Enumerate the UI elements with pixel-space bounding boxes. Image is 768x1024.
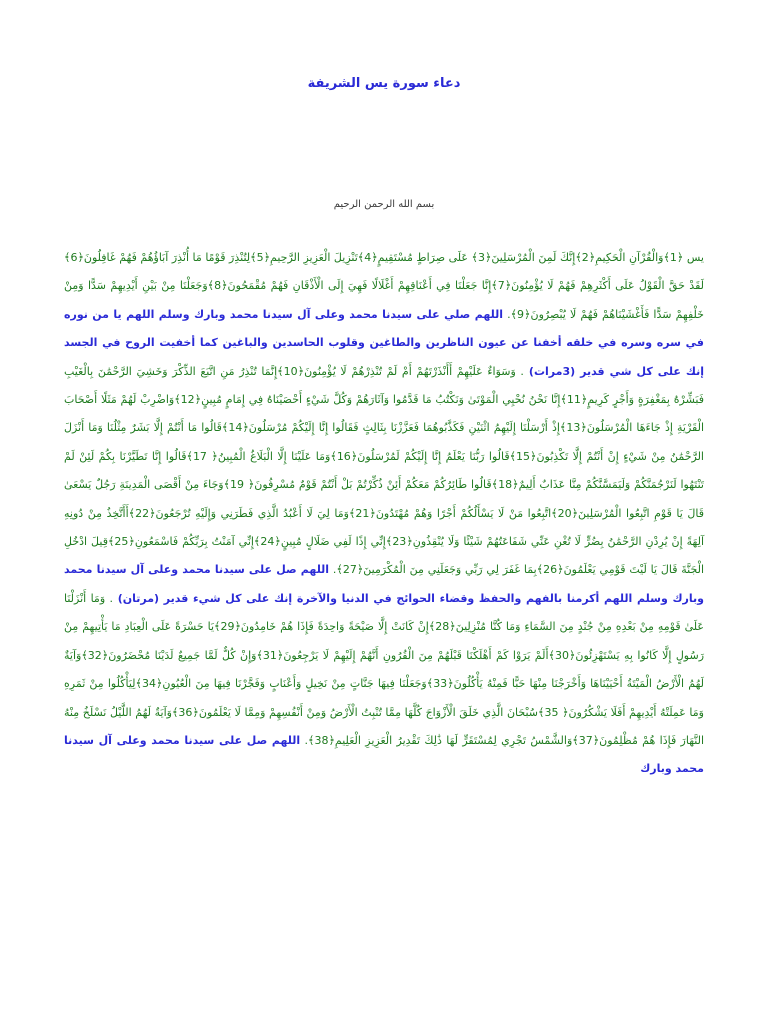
verse-block-3: . وَمَا أَنْزَلْنَا عَلَىٰ قَوْمِهِ مِنْ بَعْدِهِ مِنْ جُنْدٍ مِنَ السَّمَاءِ وَمَا كُنَّا مُنْزِلِينَ﴿28﴾إِنْ كَانَتْ إِلَّا صَيْحَةً وَاحِدَةً فَإِذَا هُمْ خَامِدُونَ﴿29﴾يَا حَسْرَةً عَلَى الْعِبَادِ مَا يَأْتِيهِمْ مِنْ رَسُولٍ إِلَّا كَانُوا بِهِ يَسْتَهْزِئُونَ﴿30﴾أَلَمْ يَرَوْا كَمْ أَهْلَكْنَا قَبْلَهُمْ مِنَ الْقُرُونِ أَنَّهُمْ إِلَيْهِمْ لَا يَرْجِعُونَ﴿31﴾وَإِنْ كُلٌّ لَمَّا جَمِيعٌ لَدَيْنَا مُحْضَرُونَ﴿32﴾وَآيَةٌ لَهُمُ الْأَرْضُ الْمَيْتَةُ أَحْيَيْنَاهَا وَأَخْرَجْنَا مِنْهَا حَبًّا فَمِنْهُ يَأْكُلُونَ﴿33﴾وَجَعَلْنَا فِيهَا جَنَّاتٍ مِنْ نَخِيلٍ وَأَعْنَابٍ وَفَجَّرْنَا فِيهَا مِنَ الْعُيُونِ﴿34﴾لِيَأْكُلُوا مِنْ ثَمَرِهِ وَمَا عَمِلَتْهُ أَيْدِيهِمْ أَفَلَا يَشْكُرُونَ﴿ 35﴾سُبْحَانَ الَّذِي خَلَقَ الْأَزْوَاجَ كُلَّهَا مِمَّا تُنْبِتُ الْأَرْضُ وَمِنْ أَنْفُسِهِمْ وَمِمَّا لَا يَعْلَمُونَ﴿36﴾وَآيَةٌ لَهُمُ اللَّيْلُ نَسْلَخُ مِنْهُ النَّهَارَ فَإِذَا هُمْ مُظْلِمُونَ﴿37﴾وَالشَّمْسُ تَجْرِي لِمُسْتَقَرٍّ لَهَا ذَٰلِكَ تَقْدِيرُ الْعَزِيزِ الْعَلِيمِ﴿38﴾. [64,591,705,747]
verse-block-1: يس ﴿1﴾وَالْقُرْآنِ الْحَكِيمِ﴿2﴾إِنَّكَ لَمِنَ الْمُرْسَلِينَ﴿3﴾ عَلَى صِرَاطٍ مُسْتَقِيمٍ﴿4﴾تَنْزِيلَ الْعَزِيزِ الرَّحِيمِ﴿5﴾لِتُنْذِرَ قَوْمًا مَا أُنْذِرَ آبَاؤُهُمْ فَهُمْ غَافِلُونَ﴿6﴾لَقَدْ حَقَّ الْقَوْلُ عَلَى أَكْثَرِهِمْ فَهُمْ لَا يُؤْمِنُونَ﴿7﴾إِنَّا جَعَلْنَا فِي أَعْنَاقِهِمْ أَغْلَالًا فَهِيَ إِلَى الْأَذْقَانِ فَهُمْ مُقْمَحُونَ﴿8﴾وَجَعَلْنَا مِنْ بَيْنِ أَيْدِيهِمْ سَدًّا وَمِنْ خَلْفِهِمْ سَدًّا فَأَغْشَيْنَاهُمْ فَهُمْ لَا يُبْصِرُونَ﴿9﴾. [64,251,704,321]
dua-block-3: اللهم صل على سيدنا محمد وعلى آل سيدنا محمد وبارك [64,733,704,776]
verse-block-2: . وَسَوَاءٌ عَلَيْهِمْ أَأَنْذَرْتَهُمْ أَمْ لَمْ تُنْذِرْهُمْ لَا يُؤْمِنُونَ﴿10﴾إِنَّمَا تُنْذِرُ مَنِ اتَّبَعَ الذِّكْرَ وَخَشِيَ الرَّحْمَٰنَ بِالْغَيْبِ فَبَشِّرْهُ بِمَغْفِرَةٍ وَأَجْرٍ كَرِيمٍ﴿11﴾إِنَّا نَحْنُ نُحْيِي الْمَوْتَىٰ وَنَكْتُبُ مَا قَدَّمُوا وَآثَارَهُمْ وَكُلَّ شَيْءٍ أَحْصَيْنَاهُ فِي إِمَامٍ مُبِينٍ﴿12﴾وَاضْرِبْ لَهُمْ مَثَلًا أَصْحَابَ الْقَرْيَةِ إِذْ جَاءَهَا الْمُرْسَلُونَ﴿13﴾إِذْ أَرْسَلْنَا إِلَيْهِمُ اثْنَيْنِ فَكَذَّبُوهُمَا فَعَزَّزْنَا بِثَالِثٍ فَقَالُوا إِنَّا إِلَيْكُمْ مُرْسَلُونَ﴿14﴾قَالُوا مَا أَنْتُمْ إِلَّا بَشَرٌ مِثْلُنَا وَمَا أَنْزَلَ الرَّحْمَٰنُ مِنْ شَيْءٍ إِنْ أَنْتُمْ إِلَّا تَكْذِبُونَ﴿15﴾قَالُوا رَبُّنَا يَعْلَمُ إِنَّا إِلَيْكُمْ لَمُرْسَلُونَ﴿16﴾وَمَا عَلَيْنَا إِلَّا الْبَلَاغُ الْمُبِينُ﴿ 17﴾قَالُوا إِنَّا تَطَيَّرْنَا بِكُمْ لَئِنْ لَمْ تَنْتَهُوا لَنَرْجُمَنَّكُمْ وَلَيَمَسَّنَّكُمْ مِنَّا عَذَابٌ أَلِيمٌ﴿18﴾قَالُوا طَائِرُكُمْ مَعَكُمْ أَئِنْ ذُكِّرْتُمْ بَلْ أَنْتُمْ قَوْمٌ مُسْرِفُونَ﴿ 19﴾وَجَاءَ مِنْ أَقْصَى الْمَدِينَةِ رَجُلٌ يَسْعَىٰ قَالَ يَا قَوْمِ اتَّبِعُوا الْمُرْسَلِينَ﴿20﴾اتَّبِعُوا مَنْ لَا يَسْأَلُكُمْ أَجْرًا وَهُمْ مُهْتَدُونَ﴿21﴾وَمَا لِيَ لَا أَعْبُدُ الَّذِي فَطَرَنِي وَإِلَيْهِ تُرْجَعُونَ﴿22﴾أَأَتَّخِذُ مِنْ دُونِهِ آلِهَةً إِنْ يُرِدْنِ الرَّحْمَٰنُ بِضُرٍّ لَا تُغْنِ عَنِّي شَفَاعَتُهُمْ شَيْئًا وَلَا يُنْقِذُونِ﴿23﴾إِنِّي إِذًا لَفِي ضَلَالٍ مُبِينٍ﴿24﴾إِنِّي آمَنْتُ بِرَبِّكُمْ فَاسْمَعُونِ﴿25﴾قِيلَ ادْخُلِ الْجَنَّةَ قَالَ يَا لَيْتَ قَوْمِي يَعْلَمُونَ﴿26﴾بِمَا غَفَرَ لِي رَبِّي وَجَعَلَنِي مِنَ الْمُكْرَمِينَ﴿27﴾. [64,364,705,577]
page-title: دعاء سورة يس الشريفة [307,76,461,91]
dua-block-1: اللهم صلي على سيدنا محمد وعلى آل سيدنا محمد وبارك وسلم اللهم يا من نوره في سره وسره في خلقه أخفنا عن عيون الناظرين والطاغين وقلوب الحاسدين والباغين كما أخفيت الروح في الجسد إنك على كل شي قدير (3مرات) [64,307,704,378]
basmala-line: بسم الله الرحمن الرحيم [333,199,435,210]
prayer-body [64,244,704,784]
dua-block-2: اللهم صل على سيدنا محمد وعلى آل سيدنا محمد وبارك وسلم اللهم أكرمنا بالفهم والحفظ وقضاء الحوائج في الدنيا والآخرة إنك على كل شيء قدير (مرتان) [64,563,704,605]
